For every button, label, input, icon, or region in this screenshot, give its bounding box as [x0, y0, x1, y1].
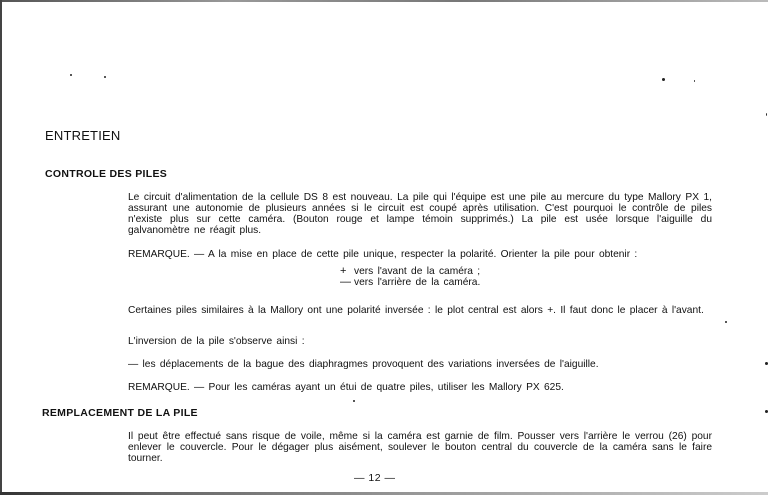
- paragraph-inversion-observe: L'inversion de la pile s'observe ainsi :: [128, 336, 305, 347]
- paragraph-remarque-polarite: REMARQUE. — A la mise en place de cette pile unique, respecter la polarité. Orienter la pile pour obtenir :: [128, 249, 638, 260]
- paragraph-remplacement: Il peut être effectué sans risque de voile, même si la caméra est garnie de film. Pousser vers l'arrière le verrou (26) pour enlever le couvercle. Pour le dégager plus aisément, soulever le bouton central du couvercle de la caméra sans le faire tourner.: [128, 431, 712, 464]
- scan-edge-top: [0, 0, 768, 2]
- polarity-list: [340, 266, 480, 288]
- section-heading-controle-piles: CONTROLE DES PILES: [45, 168, 168, 180]
- page-title: ENTRETIEN: [45, 128, 121, 143]
- polarity-item-minus: [340, 277, 480, 288]
- paragraph-intro: Le circuit d'alimentation de la cellule DS 8 est nouveau. La pile qui l'équipe est une pile au mercure du type Mallory PX 1, assurant une autonomie de plusieurs années si le circuit est coupé après utilisation. C'est pourquoi le contrôle de piles n'existe plus sur cette caméra. (Bouton rouge et lampe témoin supprimés.) La pile est usée lorsque l'aiguille du galvanomètre ne réagit plus.: [128, 192, 712, 236]
- paragraph-remarque-px625: REMARQUE. — Pour les caméras ayant un étui de quatre piles, utiliser les Mallory PX 625.: [128, 382, 564, 393]
- scan-speck: [662, 78, 665, 81]
- page-number: — 12 —: [354, 472, 396, 484]
- scan-speck: [353, 400, 355, 402]
- polarity-plus-text: vers l'avant de la caméra ;: [354, 266, 481, 277]
- section-heading-remplacement-pile: REMPLACEMENT DE LA PILE: [42, 407, 198, 419]
- scan-speck: [694, 80, 695, 82]
- paragraph-inversion-effet: — les déplacements de la bague des diaphragmes provoquent des variations inversées de l'aiguille.: [128, 359, 599, 370]
- plus-sign: +: [340, 265, 347, 277]
- minus-sign: —: [340, 276, 351, 288]
- paragraph-polarite-inversee: Certaines piles similaires à la Mallory ont une polarité inversée : le plot central est alors +. Il faut donc le placer à l'avant.: [128, 305, 704, 316]
- scan-speck: [70, 74, 72, 76]
- polarity-minus-text: vers l'arrière de la caméra.: [354, 277, 481, 288]
- scan-speck: [725, 321, 727, 323]
- scan-speck: [766, 113, 767, 116]
- scan-edge-left: [0, 0, 2, 495]
- scan-speck: [104, 76, 106, 78]
- polarity-item-plus: [340, 266, 480, 277]
